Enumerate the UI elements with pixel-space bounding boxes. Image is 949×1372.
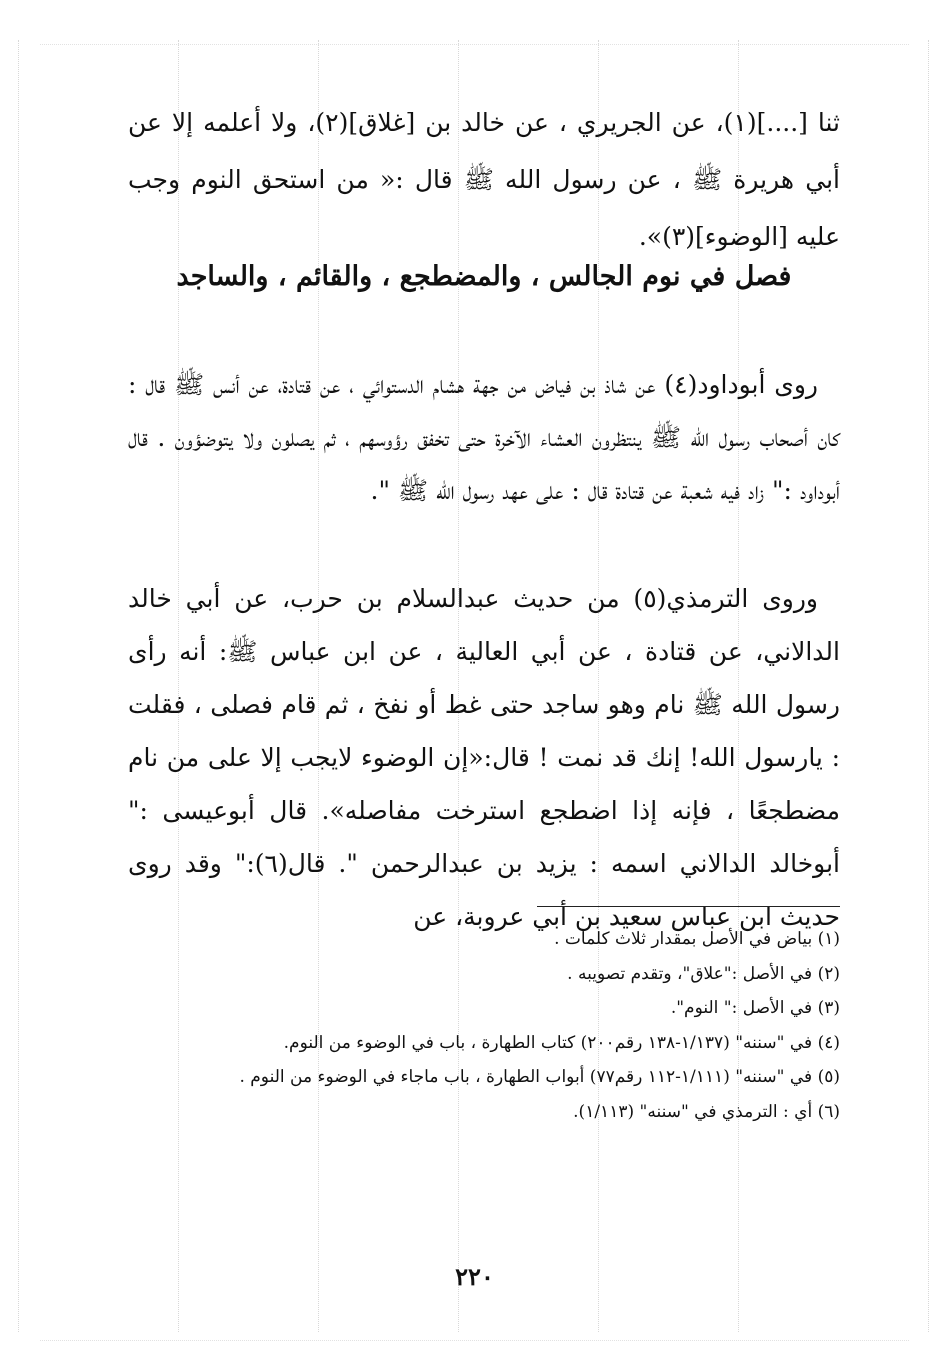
paragraph-text: وروى الترمذي(٥) من حديث عبدالسلام بن حرب، عن أبي خالد الدالاني، عن قتادة ، عن أبي العالية ، عن ابن عباس ﷺ: أنه رأى رسول الله ﷺ نام وهو ساجد حتى غط أو نفخ ، ثم قام فصلى ، فقلت : يارسول الله! إنك قد نمت ! قال:«إن الوضوء لايجب إلا على من نام مضطجعًا ، فإنه إذا اضطجع استرخت مفاصله». قال أبوعيسى :" أبوخالد الدالاني اسمه : يزيد بن عبدالرحمن ". قال(٦):" وقد روى حديث ابن عباس سعيد بن أبي عروبة، عن	[128, 584, 840, 931]
paragraph-abu-dawud	[128, 358, 840, 517]
paragraph-tirmidhi	[128, 572, 840, 943]
footnote-3: (٣) في الأصل :" النوم".	[670, 998, 840, 1018]
scan-guide	[40, 44, 909, 45]
scan-guide	[40, 1340, 909, 1341]
intro-paragraph: ثنا [....](١)، عن الجريري ، عن خالد بن [غلاق](٢)، ولا أعلمه إلا عن أبي هريرة ﷺ ، عن رسول الله ﷺ قال :« من استحق النوم وجب عليه [الوضوء](٣)».	[128, 108, 840, 251]
footnotes-list	[128, 922, 840, 1129]
scan-guide	[18, 40, 19, 1332]
footnote-4: (٤) في "سننه" (١/١٣٧-١٣٨ رقم٢٠٠) كتاب الطهارة ، باب في الوضوء من النوم.	[283, 1032, 840, 1053]
footnote-divider	[537, 906, 840, 907]
paragraph-text: روى أبوداود(٤) عن شاذ بن فياض من جهة هشام الدستوائي ، عن قتادة، عن أنس ﷺ قال : كان أصحاب رسول الله ﷺ ينتظرون العشاء الآخرة حتى تخفق رؤوسهم ، ثم يصلون ولا يتوضؤون . قال أبوداود :" زاد فيه شعبة عن قتادة قال : على عهد رسول الله ﷺ ".	[128, 370, 840, 505]
page-number: ٢٢٠	[455, 1262, 494, 1291]
footnote-2: (٢) في الأصل :"علاق"، وتقدم تصويبه .	[567, 963, 840, 984]
scan-guide	[928, 40, 929, 1332]
section-heading: فصل في نوم الجالس ، والمضطجع ، والقائم ، والساجد	[176, 261, 792, 292]
footnote-1: (١) بياض في الأصل بمقدار ثلاث كلمات .	[554, 929, 840, 949]
footnote-6: (٦) أي : الترمذي في "سننه" (١/١١٣).	[573, 1101, 840, 1122]
footnote-5: (٥) في "سننه" (١/١١١-١١٢ رقم٧٧) أبواب الطهارة ، باب ماجاء في الوضوء من النوم .	[239, 1067, 840, 1087]
